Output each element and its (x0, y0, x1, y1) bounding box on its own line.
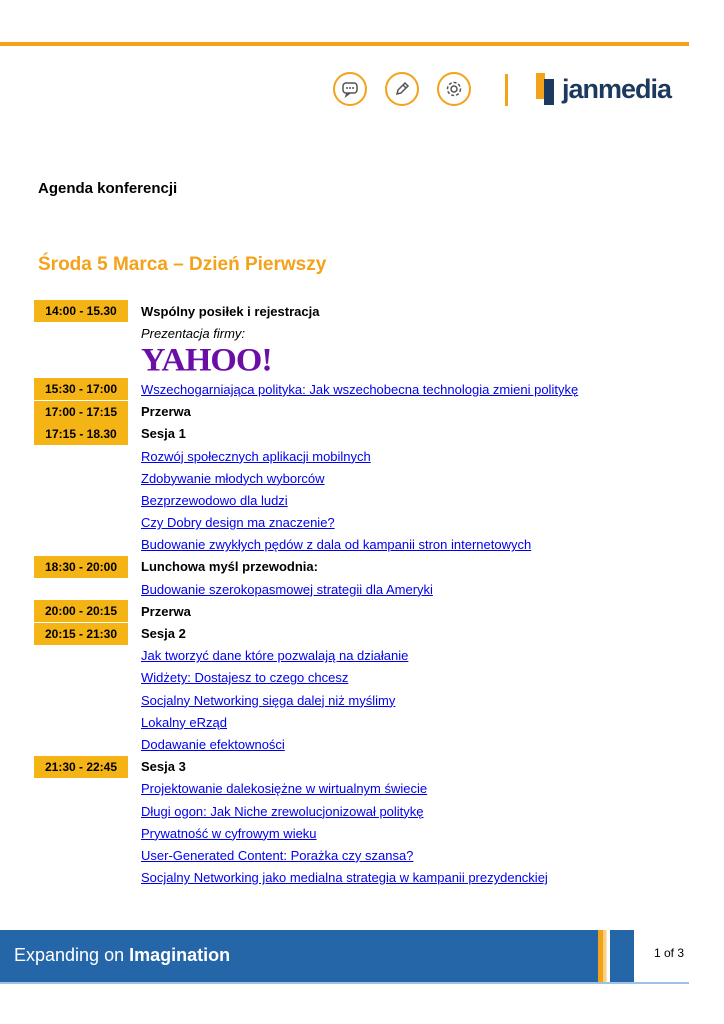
agenda-row (34, 600, 684, 622)
session-title: Przerwa (141, 603, 191, 619)
time-slot: 17:00 - 17:15 (34, 401, 128, 423)
agenda-row (34, 800, 684, 822)
session-link[interactable]: Jak tworzyć dane które pozwalają na działanie (141, 648, 409, 664)
time-slot-empty (34, 778, 128, 800)
page-number: 1 of 3 (653, 946, 684, 960)
agenda-row (34, 733, 684, 755)
janmedia-logo (536, 73, 671, 105)
agenda-row (34, 667, 684, 689)
agenda-title: Agenda konferencji (38, 180, 178, 197)
time-slot: 17:15 - 18.30 (34, 423, 128, 445)
yahoo-logo: YAHOO! (141, 343, 272, 379)
session-title: Przerwa (141, 404, 191, 420)
time-slot: 20:00 - 20:15 (34, 600, 128, 622)
time-slot: 15:30 - 17:00 (34, 378, 128, 400)
agenda-row (34, 844, 684, 866)
session-link[interactable]: Projektowanie dalekosiężne w wirtualnym świecie (141, 781, 428, 797)
header-divider (505, 74, 508, 106)
bottom-line (0, 982, 689, 984)
session-note: Prezentacja firmy: (141, 325, 246, 341)
agenda-row (34, 401, 684, 423)
time-slot-empty (34, 489, 128, 511)
agenda-row (34, 512, 684, 534)
session-link[interactable]: Budowanie szerokopasmowej strategii dla Ameryki (141, 581, 433, 597)
agenda-row (34, 711, 684, 733)
agenda-row (34, 867, 684, 889)
agenda-row (34, 756, 684, 778)
agenda-row (34, 778, 684, 800)
time-slot-empty (34, 445, 128, 467)
session-link[interactable]: Prywatność w cyfrowym wieku (141, 825, 317, 841)
agenda-row (34, 556, 684, 578)
gear-icon (437, 72, 471, 106)
agenda-row (34, 467, 684, 489)
footer-slogan (14, 945, 230, 966)
agenda-list (34, 300, 684, 889)
session-title: Sesja 2 (141, 626, 186, 642)
slogan-bold: Imagination (129, 945, 231, 965)
session-link[interactable]: Rozwój społecznych aplikacji mobilnych (141, 448, 371, 464)
agenda-row (34, 300, 684, 322)
header-icons (333, 72, 489, 106)
agenda-row (34, 322, 684, 344)
session-link[interactable]: Socjalny Networking sięga dalej niż myślimy (141, 692, 396, 708)
session-link[interactable]: Budowanie zwykłych pędów z dala od kampanii stron internetowych (141, 537, 532, 553)
chat-icon (333, 72, 367, 106)
session-link[interactable]: Zdobywanie młodych wyborców (141, 470, 325, 486)
pencil-icon (385, 72, 419, 106)
time-slot-empty (34, 322, 128, 344)
top-accent-line (0, 42, 689, 46)
time-slot-empty (34, 467, 128, 489)
session-link[interactable]: Bezprzewodowo dla ludzi (141, 492, 288, 508)
footer-banner (0, 930, 724, 982)
time-slot: 14:00 - 15.30 (34, 300, 128, 322)
time-slot-empty (34, 534, 128, 556)
time-slot-empty (34, 667, 128, 689)
agenda-row (34, 344, 684, 378)
day-title: Środa 5 Marca – Dzień Pierwszy (38, 254, 327, 275)
session-link[interactable]: Czy Dobry design ma znaczenie? (141, 515, 335, 531)
logo-mark-icon (536, 73, 558, 105)
time-slot: 20:15 - 21:30 (34, 623, 128, 645)
session-title: Sesja 3 (141, 759, 186, 775)
time-slot-empty (34, 711, 128, 733)
agenda-row (34, 822, 684, 844)
agenda-row (34, 534, 684, 556)
session-link[interactable]: Widżety: Dostajesz to czego chcesz (141, 670, 349, 686)
agenda-row (34, 489, 684, 511)
time-slot-empty (34, 578, 128, 600)
session-link[interactable]: Dodawanie efektowności (141, 736, 285, 752)
slogan-regular: Expanding (14, 945, 100, 965)
time-slot-empty (34, 512, 128, 534)
session-title: Wspólny posiłek i rejestracja (141, 303, 320, 319)
agenda-row (34, 578, 684, 600)
time-slot-empty (34, 645, 128, 667)
time-slot-empty (34, 733, 128, 755)
session-title: Sesja 1 (141, 426, 186, 442)
agenda-row (34, 689, 684, 711)
agenda-row (34, 622, 684, 644)
session-link[interactable]: Socjalny Networking jako medialna strategia w kampanii prezydenckiej (141, 870, 548, 886)
agenda-row (34, 378, 684, 400)
session-link[interactable]: Długi ogon: Jak Niche zrewolucjonizował politykę (141, 803, 424, 819)
time-slot-empty (34, 800, 128, 822)
session-title: Lunchowa myśl przewodnia: (141, 559, 318, 575)
time-slot-empty (34, 822, 128, 844)
agenda-row (34, 445, 684, 467)
footer-accent-stripe (598, 930, 610, 982)
time-slot: 18:30 - 20:00 (34, 556, 128, 578)
time-slot-empty (34, 844, 128, 866)
session-link[interactable]: Lokalny eRząd (141, 714, 227, 730)
agenda-row (34, 423, 684, 445)
agenda-row (34, 645, 684, 667)
session-link[interactable]: User-Generated Content: Porażka czy szansa? (141, 847, 414, 863)
time-slot-empty (34, 356, 128, 378)
time-slot: 21:30 - 22:45 (34, 756, 128, 778)
slogan-mid: on (104, 945, 125, 965)
time-slot-empty (34, 867, 128, 889)
time-slot-empty (34, 689, 128, 711)
session-link[interactable]: Wszechogarniająca polityka: Jak wszechobecna technologia zmieni politykę (141, 381, 579, 397)
logo-text: janmedia (562, 73, 672, 104)
